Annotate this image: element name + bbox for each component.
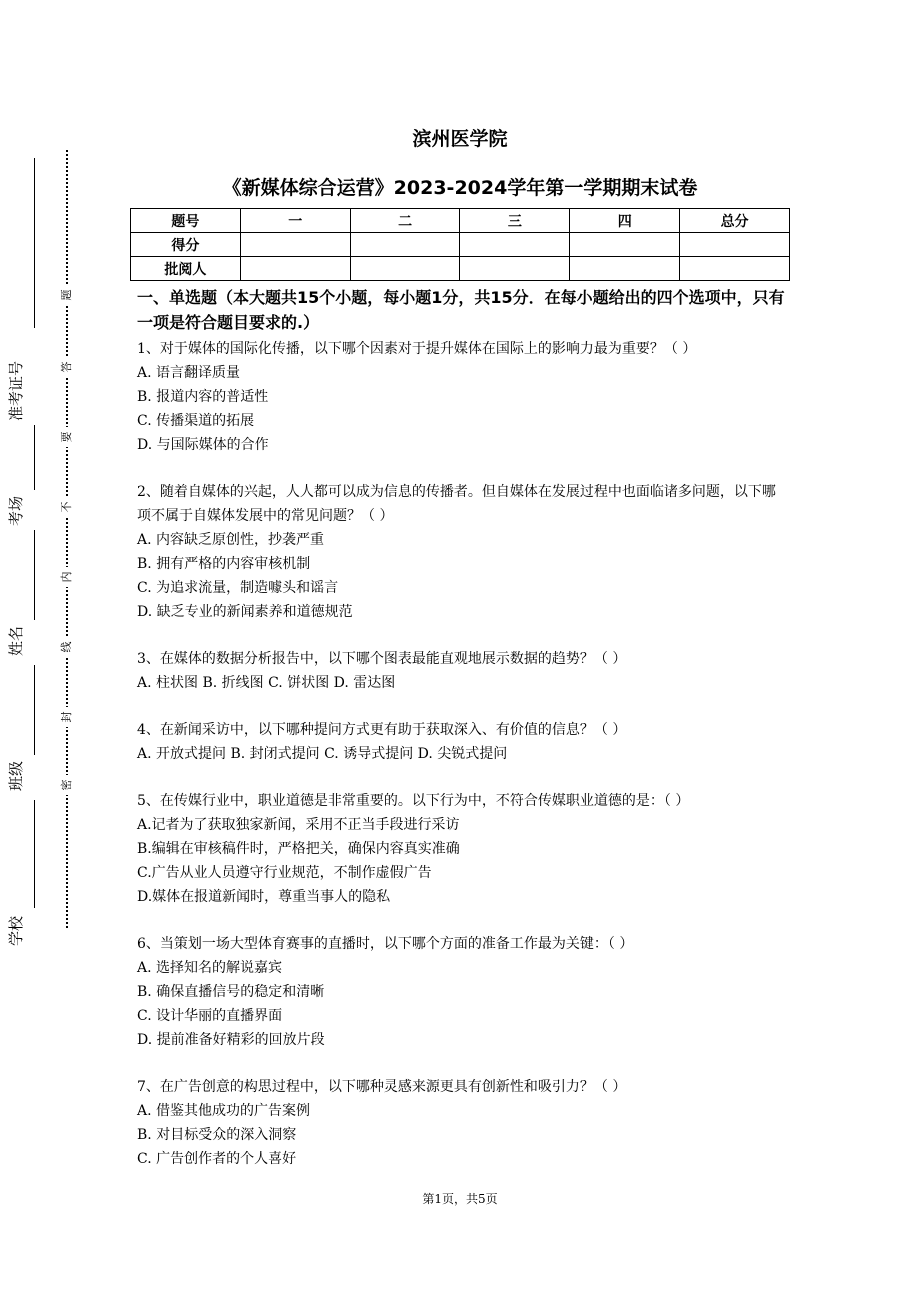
binding-label-class: 班级 <box>7 760 25 791</box>
question-option: A. 借鉴其他成功的广告案例 <box>137 1103 311 1119</box>
question-stem: 4、在新闻采访中，以下哪种提问方式更有助于获取深入、有价值的信息？（ ） <box>137 722 627 738</box>
seal-char: 要 <box>60 427 74 447</box>
grader-cell <box>240 257 350 281</box>
binding-field-class <box>7 760 50 791</box>
score-cell <box>350 233 460 257</box>
question-option: B. 确保直播信号的稳定和清晰 <box>137 984 325 1000</box>
section-title: 一、单选题（本大题共15个小题，每小题1分，共15分．在每小题给出的四个选项中，只有一项是符合题目要求的.） <box>137 288 785 332</box>
question-item <box>137 337 787 457</box>
score-cell <box>570 233 680 257</box>
score-table-row <box>131 233 790 257</box>
score-table-header-cell: 二 <box>350 209 460 233</box>
question-stem: 2、随着自媒体的兴起，人人都可以成为信息的传播者。但自媒体在发展过程中也面临诸多问题，以下哪项不属于自媒体发展中的常见问题？（ ） <box>137 484 776 524</box>
question-option: A. 内容缺乏原创性，抄袭严重 <box>137 532 325 548</box>
score-cell <box>680 233 790 257</box>
score-table-header-row <box>131 209 790 233</box>
score-table-row-label: 批阅人 <box>131 257 241 281</box>
binding-field-exam-id <box>7 360 50 421</box>
question-option: B. 拥有严格的内容审核机制 <box>137 556 311 572</box>
question-item <box>137 718 787 766</box>
question-option: A. 选择知名的解说嘉宾 <box>137 960 283 976</box>
question-stem: 1、对于媒体的国际化传播，以下哪个因素对于提升媒体在国际上的影响力最为重要？（ ） <box>137 341 697 357</box>
grader-cell <box>460 257 570 281</box>
seal-char: 封 <box>60 707 74 727</box>
question-option: D. 缺乏专业的新闻素养和道德规范 <box>137 604 353 620</box>
question-stem: 3、在媒体的数据分析报告中，以下哪个图表最能直观地展示数据的趋势？（ ） <box>137 651 627 667</box>
question-option: C. 为追求流量，制造噱头和谣言 <box>137 580 339 596</box>
seal-char: 不 <box>60 497 74 517</box>
question-option: C.广告从业人员遵守行业规范，不制作虚假广告 <box>137 865 432 881</box>
score-table-header-cell: 四 <box>570 209 680 233</box>
question-option: D.媒体在报道新闻时，尊重当事人的隐私 <box>137 889 391 905</box>
seal-char: 题 <box>60 285 74 305</box>
question-option: A. 开放式提问 B. 封闭式提问 C. 诱导式提问 D. 尖锐式提问 <box>137 746 508 762</box>
seal-char: 内 <box>60 567 74 587</box>
question-option: A. 柱状图 B. 折线图 C. 饼状图 D. 雷达图 <box>137 675 396 691</box>
binding-field-name <box>7 625 50 656</box>
question-stem: 5、在传媒行业中，职业道德是非常重要的。以下行为中，不符合传媒职业道德的是：（ ） <box>137 793 690 809</box>
question-item <box>137 932 787 1052</box>
binding-label-exam-id: 准考证号 <box>7 360 25 421</box>
binding-line-school <box>34 800 35 908</box>
school-name: 滨州医学院 <box>412 128 508 150</box>
binding-label-name: 姓名 <box>7 625 25 656</box>
seal-char: 线 <box>60 637 74 657</box>
question-option: C. 设计华丽的直播界面 <box>137 1008 283 1024</box>
binding-line-class <box>34 665 35 755</box>
seal-char: 密 <box>60 775 74 795</box>
question-option: A.记者为了获取独家新闻，采用不正当手段进行采访 <box>137 817 460 833</box>
exam-title: 《新媒体综合运营》2023-2024学年第一学期期末试卷 <box>222 177 698 199</box>
question-stem: 7、在广告创意的构思过程中，以下哪种灵感来源更具有创新性和吸引力？（ ） <box>137 1079 627 1095</box>
grader-cell <box>680 257 790 281</box>
binding-label-school: 学校 <box>7 915 25 946</box>
binding-label-room: 考场 <box>7 495 25 526</box>
question-option: D. 与国际媒体的合作 <box>137 437 269 453</box>
question-item <box>137 789 787 909</box>
question-stem: 6、当策划一场大型体育赛事的直播时，以下哪个方面的准备工作最为关键：（ ） <box>137 936 634 952</box>
question-option: A. 语言翻译质量 <box>137 365 241 381</box>
question-item <box>137 480 787 624</box>
question-option: C. 传播渠道的拓展 <box>137 413 255 429</box>
binding-field-school <box>7 915 50 946</box>
binding-line-room <box>34 425 35 490</box>
question-option: D. 提前准备好精彩的回放片段 <box>137 1032 325 1048</box>
score-table-header-cell: 一 <box>240 209 350 233</box>
question-option: B.编辑在审核稿件时，严格把关，确保内容真实准确 <box>137 841 460 857</box>
seal-char: 答 <box>60 357 74 377</box>
score-table-header-cell: 总分 <box>680 209 790 233</box>
page-footer: 第1页，共5页 <box>422 1192 498 1206</box>
score-cell <box>240 233 350 257</box>
binding-line-name <box>34 530 35 620</box>
question-item <box>137 1075 787 1171</box>
question-option: B. 报道内容的普适性 <box>137 389 269 405</box>
score-cell <box>460 233 570 257</box>
score-table-row <box>131 257 790 281</box>
grader-cell <box>350 257 460 281</box>
question-item <box>137 647 787 695</box>
question-option: B. 对目标受众的深入洞察 <box>137 1127 297 1143</box>
seal-dotted-line <box>66 150 68 928</box>
exam-content <box>137 285 787 1194</box>
question-option: C. 广告创作者的个人喜好 <box>137 1151 297 1167</box>
score-table-row-label: 得分 <box>131 233 241 257</box>
grader-cell <box>570 257 680 281</box>
score-table-header-cell: 题号 <box>131 209 241 233</box>
score-table <box>130 208 790 281</box>
score-table-header-cell: 三 <box>460 209 570 233</box>
binding-field-room <box>7 495 50 526</box>
